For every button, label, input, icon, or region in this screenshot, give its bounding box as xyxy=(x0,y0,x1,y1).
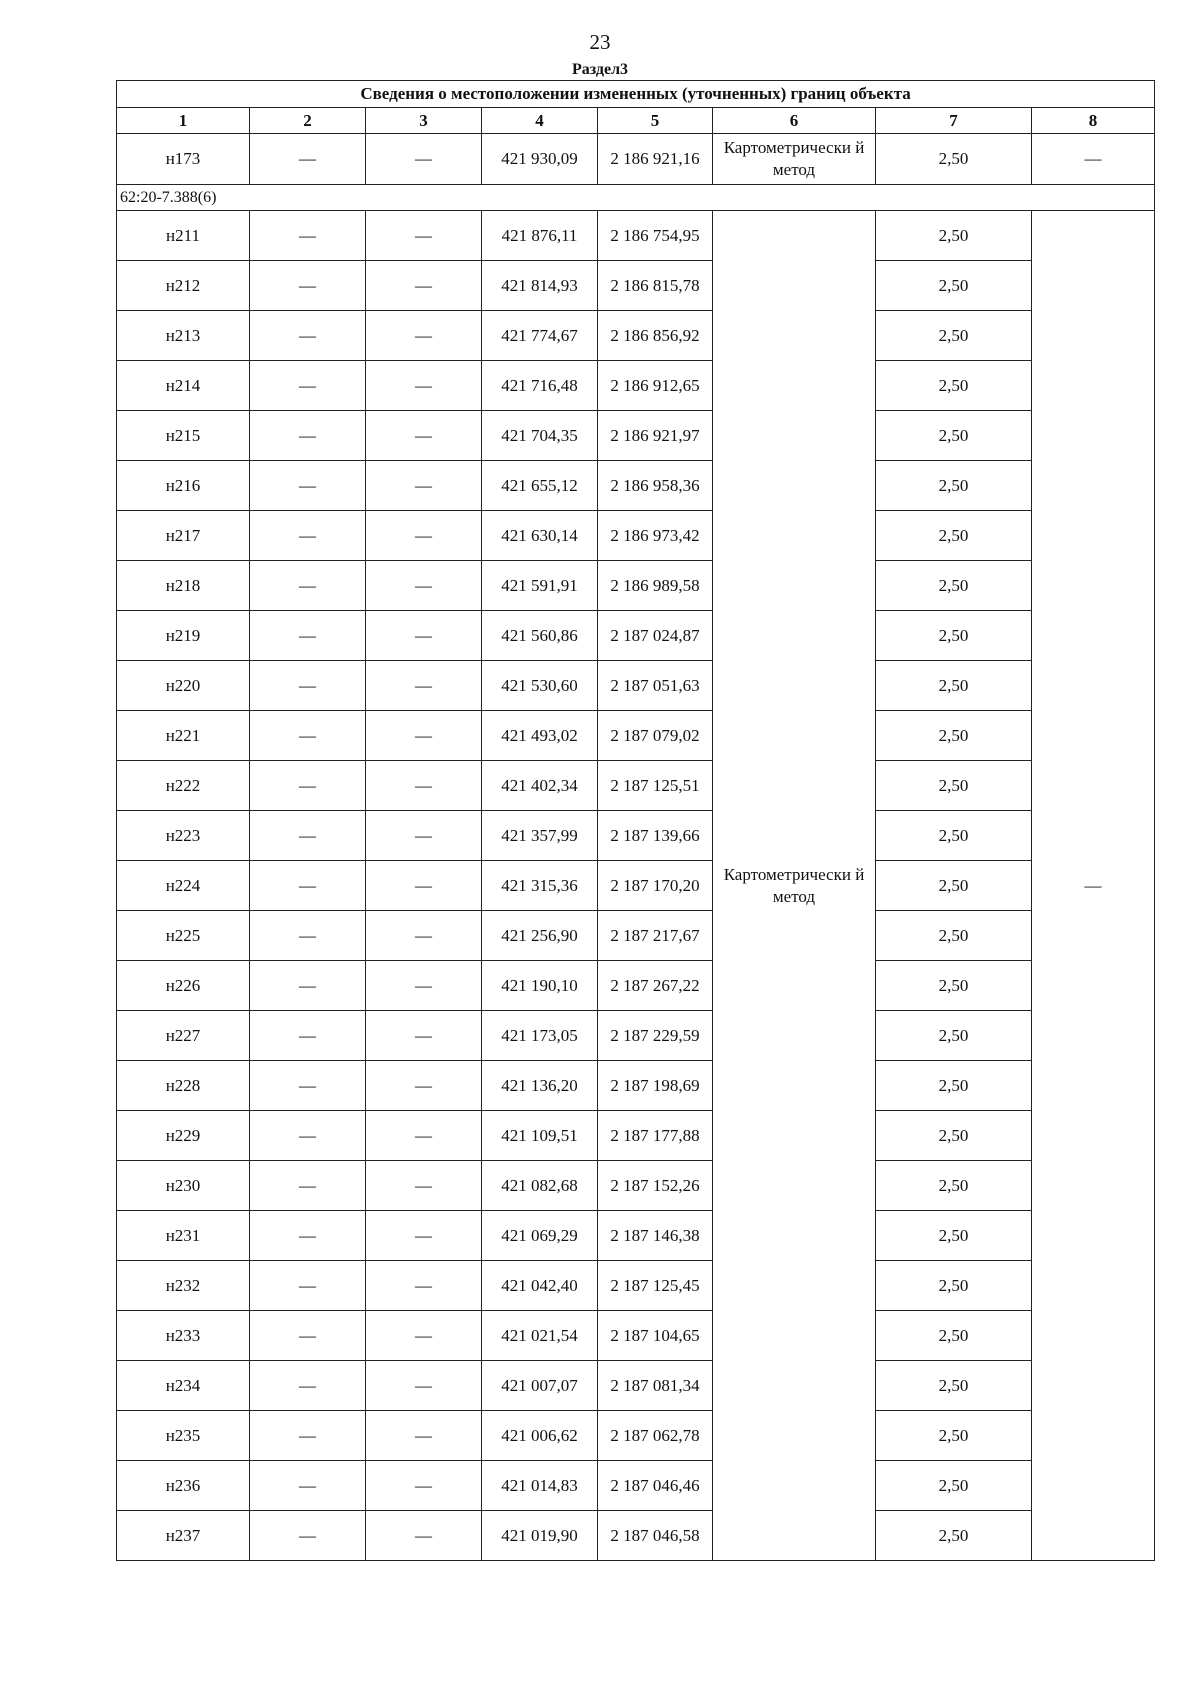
point-name: н173 xyxy=(117,134,250,185)
table-row xyxy=(117,1311,1155,1361)
col3-value: — xyxy=(366,461,482,511)
point-name: н215 xyxy=(117,411,250,461)
point-name: н214 xyxy=(117,361,250,411)
col8-value: — xyxy=(1032,134,1155,185)
table-row xyxy=(117,511,1155,561)
accuracy-value: 2,50 xyxy=(876,1061,1032,1111)
col2-value: — xyxy=(250,1411,366,1461)
accuracy-value: 2,50 xyxy=(876,661,1032,711)
col3-value: — xyxy=(366,1211,482,1261)
point-name: н218 xyxy=(117,561,250,611)
column-header-6: 6 xyxy=(713,108,876,134)
col3-value: — xyxy=(366,1311,482,1361)
x-coordinate: 421 021,54 xyxy=(482,1311,598,1361)
y-coordinate: 2 186 989,58 xyxy=(598,561,713,611)
col3-value: — xyxy=(366,1511,482,1561)
point-name: н217 xyxy=(117,511,250,561)
boundary-coordinates-table xyxy=(116,80,1155,1561)
table-caption: Сведения о местоположении измененных (уточненных) границ объекта xyxy=(117,81,1155,108)
point-name: н211 xyxy=(117,211,250,261)
table-row xyxy=(117,1061,1155,1111)
x-coordinate: 421 256,90 xyxy=(482,911,598,961)
y-coordinate: 2 187 125,51 xyxy=(598,761,713,811)
table-row xyxy=(117,761,1155,811)
col3-value: — xyxy=(366,811,482,861)
col8-value: — xyxy=(1032,211,1155,1561)
col2-value: — xyxy=(250,761,366,811)
y-coordinate: 2 187 046,58 xyxy=(598,1511,713,1561)
x-coordinate: 421 014,83 xyxy=(482,1461,598,1511)
col2-value: — xyxy=(250,1311,366,1361)
column-header-1: 1 xyxy=(117,108,250,134)
x-coordinate: 421 190,10 xyxy=(482,961,598,1011)
accuracy-value: 2,50 xyxy=(876,261,1032,311)
y-coordinate: 2 187 139,66 xyxy=(598,811,713,861)
col2-value: — xyxy=(250,1361,366,1411)
table-row xyxy=(117,211,1155,261)
accuracy-value: 2,50 xyxy=(876,1461,1032,1511)
accuracy-value: 2,50 xyxy=(876,711,1032,761)
table-row xyxy=(117,1461,1155,1511)
point-name: н232 xyxy=(117,1261,250,1311)
accuracy-value: 2,50 xyxy=(876,511,1032,561)
point-name: н230 xyxy=(117,1161,250,1211)
x-coordinate: 421 591,91 xyxy=(482,561,598,611)
point-name: н222 xyxy=(117,761,250,811)
y-coordinate: 2 186 856,92 xyxy=(598,311,713,361)
col2-value: — xyxy=(250,311,366,361)
col3-value: — xyxy=(366,1361,482,1411)
accuracy-value: 2,50 xyxy=(876,361,1032,411)
col3-value: — xyxy=(366,361,482,411)
table-row xyxy=(117,311,1155,361)
table-row xyxy=(117,261,1155,311)
point-name: н212 xyxy=(117,261,250,311)
point-name: н221 xyxy=(117,711,250,761)
accuracy-value: 2,50 xyxy=(876,1261,1032,1311)
x-coordinate: 421 069,29 xyxy=(482,1211,598,1261)
col3-value: — xyxy=(366,1161,482,1211)
table-row xyxy=(117,661,1155,711)
col2-value: — xyxy=(250,511,366,561)
point-name: н227 xyxy=(117,1011,250,1061)
col2-value: — xyxy=(250,211,366,261)
x-coordinate: 421 136,20 xyxy=(482,1061,598,1111)
x-coordinate: 421 402,34 xyxy=(482,761,598,811)
point-name: н226 xyxy=(117,961,250,1011)
y-coordinate: 2 187 152,26 xyxy=(598,1161,713,1211)
accuracy-value: 2,50 xyxy=(876,1211,1032,1261)
col3-value: — xyxy=(366,511,482,561)
point-name: н220 xyxy=(117,661,250,711)
point-name: н237 xyxy=(117,1511,250,1561)
accuracy-value: 2,50 xyxy=(876,211,1032,261)
column-header-7: 7 xyxy=(876,108,1032,134)
point-name: н213 xyxy=(117,311,250,361)
col3-value: — xyxy=(366,911,482,961)
x-coordinate: 421 019,90 xyxy=(482,1511,598,1561)
col2-value: — xyxy=(250,461,366,511)
col3-value: — xyxy=(366,861,482,911)
col3-value: — xyxy=(366,1061,482,1111)
point-name: н236 xyxy=(117,1461,250,1511)
point-name: н219 xyxy=(117,611,250,661)
x-coordinate: 421 704,35 xyxy=(482,411,598,461)
col3-value: — xyxy=(366,561,482,611)
table-row xyxy=(117,1011,1155,1061)
x-coordinate: 421 655,12 xyxy=(482,461,598,511)
table-row xyxy=(117,961,1155,1011)
col3-value: — xyxy=(366,261,482,311)
column-header-row xyxy=(117,108,1155,134)
y-coordinate: 2 187 170,20 xyxy=(598,861,713,911)
x-coordinate: 421 716,48 xyxy=(482,361,598,411)
table-row xyxy=(117,811,1155,861)
col2-value: — xyxy=(250,711,366,761)
point-name: н225 xyxy=(117,911,250,961)
accuracy-value: 2,50 xyxy=(876,411,1032,461)
col3-value: — xyxy=(366,1111,482,1161)
y-coordinate: 2 187 081,34 xyxy=(598,1361,713,1411)
y-coordinate: 2 186 912,65 xyxy=(598,361,713,411)
accuracy-value: 2,50 xyxy=(876,761,1032,811)
y-coordinate: 2 187 024,87 xyxy=(598,611,713,661)
point-name: н231 xyxy=(117,1211,250,1261)
col2-value: — xyxy=(250,1211,366,1261)
col3-value: — xyxy=(366,1261,482,1311)
column-header-2: 2 xyxy=(250,108,366,134)
table-row xyxy=(117,611,1155,661)
col2-value: — xyxy=(250,861,366,911)
col3-value: — xyxy=(366,1011,482,1061)
accuracy-value: 2,50 xyxy=(876,134,1032,185)
col3-value: — xyxy=(366,711,482,761)
page-number: 23 xyxy=(589,30,611,54)
y-coordinate: 2 187 217,67 xyxy=(598,911,713,961)
col2-value: — xyxy=(250,1061,366,1111)
y-coordinate: 2 187 146,38 xyxy=(598,1211,713,1261)
point-name: н229 xyxy=(117,1111,250,1161)
point-name: н216 xyxy=(117,461,250,511)
table-row xyxy=(117,1261,1155,1311)
col2-value: — xyxy=(250,1011,366,1061)
col2-value: — xyxy=(250,1261,366,1311)
y-coordinate: 2 187 051,63 xyxy=(598,661,713,711)
accuracy-value: 2,50 xyxy=(876,561,1032,611)
accuracy-value: 2,50 xyxy=(876,1411,1032,1461)
col2-value: — xyxy=(250,961,366,1011)
accuracy-value: 2,50 xyxy=(876,1311,1032,1361)
table-row xyxy=(117,461,1155,511)
point-name: н228 xyxy=(117,1061,250,1111)
col2-value: — xyxy=(250,1511,366,1561)
column-header-4: 4 xyxy=(482,108,598,134)
point-name: н233 xyxy=(117,1311,250,1361)
accuracy-value: 2,50 xyxy=(876,1161,1032,1211)
col3-value: — xyxy=(366,661,482,711)
accuracy-value: 2,50 xyxy=(876,461,1032,511)
x-coordinate: 421 315,36 xyxy=(482,861,598,911)
x-coordinate: 421 042,40 xyxy=(482,1261,598,1311)
y-coordinate: 2 186 973,42 xyxy=(598,511,713,561)
y-coordinate: 2 186 921,97 xyxy=(598,411,713,461)
accuracy-value: 2,50 xyxy=(876,861,1032,911)
y-coordinate: 2 187 267,22 xyxy=(598,961,713,1011)
table-row xyxy=(117,361,1155,411)
col2-value: — xyxy=(250,261,366,311)
table-row xyxy=(117,561,1155,611)
x-coordinate: 421 006,62 xyxy=(482,1411,598,1461)
x-coordinate: 421 814,93 xyxy=(482,261,598,311)
table-row xyxy=(117,1161,1155,1211)
point-name: н223 xyxy=(117,811,250,861)
table-row xyxy=(117,1211,1155,1261)
y-coordinate: 2 187 177,88 xyxy=(598,1111,713,1161)
accuracy-value: 2,50 xyxy=(876,1511,1032,1561)
col3-value: — xyxy=(366,211,482,261)
y-coordinate: 2 187 062,78 xyxy=(598,1411,713,1461)
col3-value: — xyxy=(366,311,482,361)
point-name: н235 xyxy=(117,1411,250,1461)
accuracy-value: 2,50 xyxy=(876,811,1032,861)
y-coordinate: 2 187 125,45 xyxy=(598,1261,713,1311)
section-title: Раздел3 xyxy=(571,61,629,78)
y-coordinate: 2 186 815,78 xyxy=(598,261,713,311)
table-row xyxy=(117,1511,1155,1561)
col2-value: — xyxy=(250,134,366,185)
x-coordinate: 421 082,68 xyxy=(482,1161,598,1211)
table-row xyxy=(117,411,1155,461)
column-header-3: 3 xyxy=(366,108,482,134)
y-coordinate: 2 187 104,65 xyxy=(598,1311,713,1361)
table-row xyxy=(117,1111,1155,1161)
x-coordinate: 421 930,09 xyxy=(482,134,598,185)
col3-value: — xyxy=(366,611,482,661)
col3-value: — xyxy=(366,761,482,811)
point-name: н224 xyxy=(117,861,250,911)
accuracy-value: 2,50 xyxy=(876,1111,1032,1161)
col2-value: — xyxy=(250,561,366,611)
x-coordinate: 421 560,86 xyxy=(482,611,598,661)
accuracy-value: 2,50 xyxy=(876,911,1032,961)
col2-value: — xyxy=(250,1461,366,1511)
column-header-8: 8 xyxy=(1032,108,1155,134)
column-header-5: 5 xyxy=(598,108,713,134)
col2-value: — xyxy=(250,911,366,961)
col2-value: — xyxy=(250,611,366,661)
x-coordinate: 421 774,67 xyxy=(482,311,598,361)
y-coordinate: 2 186 958,36 xyxy=(598,461,713,511)
method-cell: Картометрически й метод xyxy=(713,211,876,1561)
table-row xyxy=(117,911,1155,961)
accuracy-value: 2,50 xyxy=(876,961,1032,1011)
table-row xyxy=(117,1361,1155,1411)
col2-value: — xyxy=(250,811,366,861)
col2-value: — xyxy=(250,1161,366,1211)
method-cell: Картометрически й метод xyxy=(713,134,876,185)
accuracy-value: 2,50 xyxy=(876,611,1032,661)
table-row xyxy=(117,861,1155,911)
x-coordinate: 421 173,05 xyxy=(482,1011,598,1061)
table-row xyxy=(117,1411,1155,1461)
col2-value: — xyxy=(250,411,366,461)
x-coordinate: 421 007,07 xyxy=(482,1361,598,1411)
table-row xyxy=(117,134,1155,185)
group-header-row xyxy=(117,185,1155,211)
col3-value: — xyxy=(366,411,482,461)
x-coordinate: 421 630,14 xyxy=(482,511,598,561)
col2-value: — xyxy=(250,661,366,711)
col2-value: — xyxy=(250,361,366,411)
y-coordinate: 2 187 229,59 xyxy=(598,1011,713,1061)
y-coordinate: 2 187 198,69 xyxy=(598,1061,713,1111)
point-name: н234 xyxy=(117,1361,250,1411)
x-coordinate: 421 530,60 xyxy=(482,661,598,711)
col2-value: — xyxy=(250,1111,366,1161)
group-label: 62:20-7.388(6) xyxy=(117,185,1155,211)
col3-value: — xyxy=(366,1461,482,1511)
x-coordinate: 421 357,99 xyxy=(482,811,598,861)
accuracy-value: 2,50 xyxy=(876,1011,1032,1061)
accuracy-value: 2,50 xyxy=(876,311,1032,361)
y-coordinate: 2 186 921,16 xyxy=(598,134,713,185)
col3-value: — xyxy=(366,134,482,185)
accuracy-value: 2,50 xyxy=(876,1361,1032,1411)
x-coordinate: 421 493,02 xyxy=(482,711,598,761)
y-coordinate: 2 187 046,46 xyxy=(598,1461,713,1511)
col3-value: — xyxy=(366,961,482,1011)
y-coordinate: 2 187 079,02 xyxy=(598,711,713,761)
x-coordinate: 421 876,11 xyxy=(482,211,598,261)
y-coordinate: 2 186 754,95 xyxy=(598,211,713,261)
table-row xyxy=(117,711,1155,761)
x-coordinate: 421 109,51 xyxy=(482,1111,598,1161)
col3-value: — xyxy=(366,1411,482,1461)
